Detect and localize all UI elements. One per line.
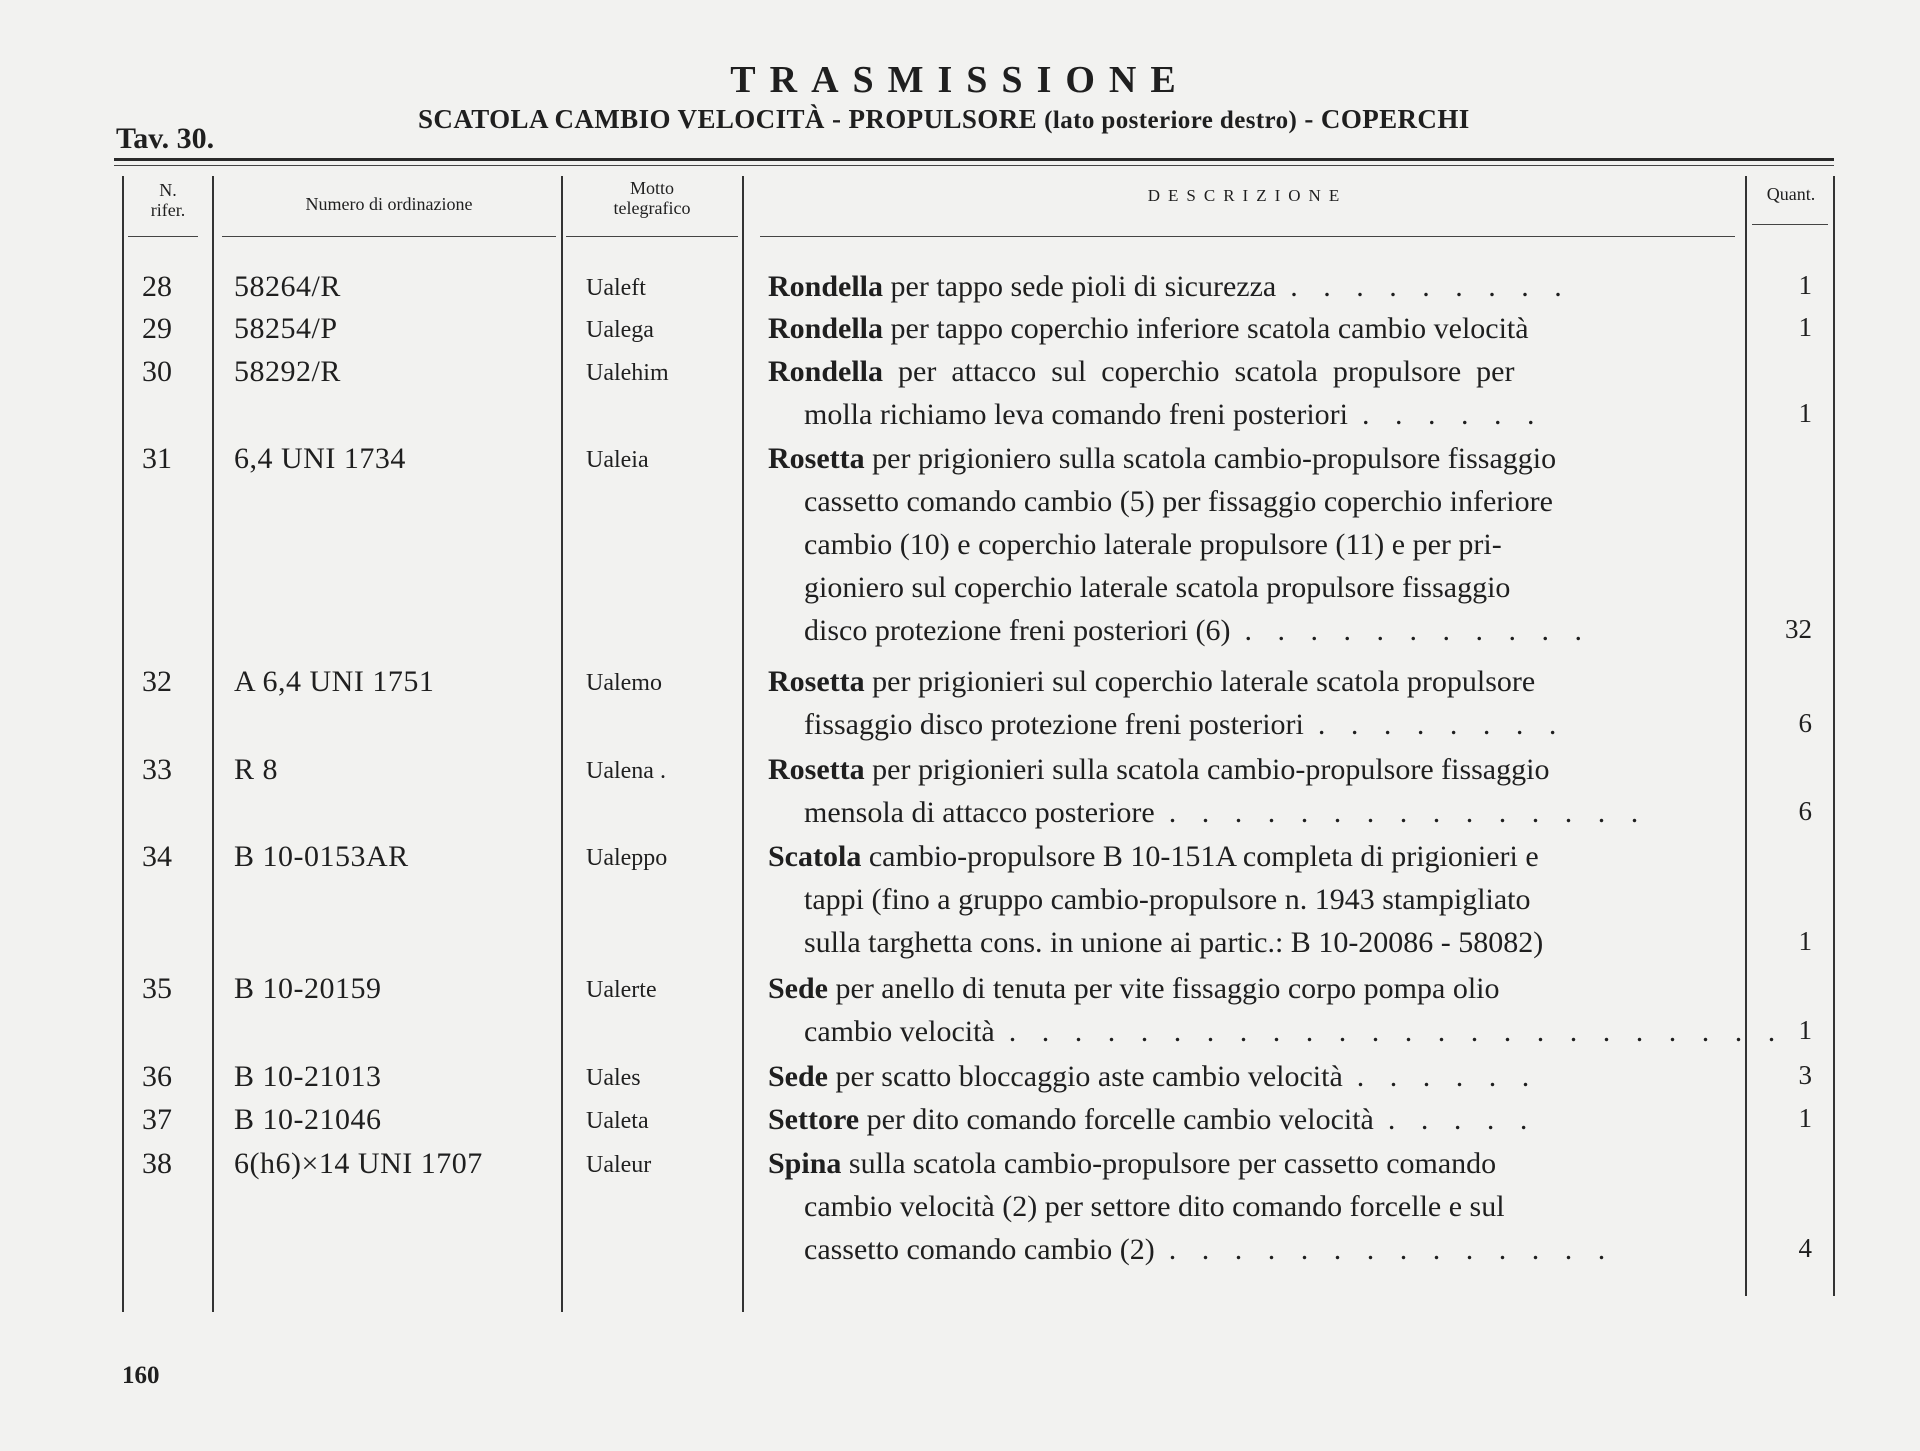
quantity: 1 [1798, 398, 1812, 428]
column-header-motto [566, 178, 738, 218]
ref-number: 36 [142, 1060, 172, 1093]
telegraphic-code: Ualemo [586, 670, 662, 696]
quantity: 32 [1785, 614, 1812, 644]
ref-number: 33 [142, 753, 172, 786]
description-line [768, 1060, 1538, 1094]
column-header-description: DESCRIZIONE [1147, 186, 1348, 205]
description-text: per tappo coperchio inferiore scatola cambio velocità [883, 312, 1529, 345]
telegraphic-code: Ualena . [586, 758, 666, 784]
column-divider [1833, 176, 1835, 1296]
quantity: 1 [1798, 1015, 1812, 1045]
description-line [768, 972, 1499, 1006]
part-name: Settore [768, 1103, 860, 1136]
part-name: Rosetta [768, 665, 865, 698]
telegraphic-code: Uales [586, 1065, 641, 1091]
telegraphic-code: Ualehim [586, 360, 669, 386]
description-text: cambio velocità [804, 1015, 995, 1048]
order-number: B 10-21046 [234, 1103, 382, 1136]
motto-header-line1: Motto [629, 178, 674, 198]
description-line [804, 1015, 1784, 1049]
description-text: molla richiamo leva comando freni posteriori [804, 398, 1348, 431]
ref-number: 37 [142, 1103, 172, 1136]
ref-header-line2: rifer. [150, 200, 186, 220]
order-number: B 10-0153AR [234, 840, 409, 873]
description-text: cassetto comando cambio (2) [804, 1233, 1155, 1266]
leader-dots: . . . . . [1387, 1103, 1537, 1136]
leader-dots: . . . . . . [1356, 1060, 1539, 1093]
description-line [768, 753, 1549, 787]
description-line [768, 355, 1514, 389]
ref-number: 34 [142, 840, 172, 873]
quantity: 4 [1798, 1233, 1812, 1263]
ref-number: 28 [142, 270, 172, 303]
description-line [768, 665, 1535, 699]
description-line [768, 442, 1556, 476]
part-name: Spina [768, 1147, 842, 1180]
ref-number: 38 [142, 1147, 172, 1180]
telegraphic-code: Ualeft [586, 275, 646, 301]
order-number: A 6,4 UNI 1751 [234, 665, 435, 698]
description-text: per dito comando forcelle cambio velocità [859, 1103, 1374, 1136]
table-label: Tav. 30. [116, 122, 215, 155]
page-number: 160 [122, 1362, 160, 1389]
leader-dots: . . . . . . . . . . . [1244, 614, 1592, 647]
ref-header-line1: N. [159, 180, 177, 200]
description-line [804, 614, 1591, 648]
order-number: B 10-21013 [234, 1060, 382, 1093]
order-number: B 10-20159 [234, 972, 382, 1005]
part-name: Sede [768, 1060, 828, 1093]
description-line [804, 528, 1502, 562]
description-line [768, 1147, 1496, 1181]
description-text: tappi (fino a gruppo cambio-propulsore n. 1943 stampigliato [804, 883, 1531, 916]
description-text: disco protezione freni posteriori (6) [804, 614, 1231, 647]
description-line [768, 312, 1529, 346]
telegraphic-code: Ualeia [586, 447, 649, 473]
leader-dots: . . . . . . . . . [1290, 270, 1571, 303]
description-line [768, 840, 1539, 874]
part-name: Rosetta [768, 753, 865, 786]
description-text: per prigioniero sulla scatola cambio-propulsore fissaggio [864, 442, 1557, 475]
description-line [804, 708, 1565, 742]
motto-header-line2: telegrafico [613, 198, 691, 218]
column-header-order: Numero di ordinazione [305, 194, 473, 214]
part-name: Rosetta [768, 442, 865, 475]
ref-number: 29 [142, 312, 172, 345]
description-text: fissaggio disco protezione freni posteriori [804, 708, 1304, 741]
description-line [804, 571, 1510, 605]
part-name: Rondella [768, 312, 884, 345]
header-underline [1752, 224, 1828, 225]
order-number: 58254/P [234, 312, 338, 345]
quantity: 1 [1798, 270, 1812, 300]
leader-dots: . . . . . . . . . . . . . . . . . . . . . . . . [1008, 1015, 1785, 1048]
leader-dots: . . . . . . . . . . . . . . . [1168, 796, 1648, 829]
telegraphic-code: Ualeur [586, 1152, 652, 1178]
description-line [804, 398, 1543, 432]
quantity: 3 [1798, 1060, 1812, 1090]
ref-number: 31 [142, 442, 172, 475]
column-divider [212, 176, 214, 1312]
order-number: R 8 [234, 753, 279, 786]
order-number: 6(h6)×14 UNI 1707 [234, 1147, 483, 1180]
description-text: cambio-propulsore B 10-151A completa di prigionieri e [861, 840, 1539, 873]
header-underline [760, 236, 1735, 237]
order-number: 6,4 UNI 1734 [234, 442, 406, 475]
description-text: sulla targhetta cons. in unione ai partic.: B 10-20086 - 58082) [804, 926, 1544, 959]
description-line [768, 270, 1571, 304]
column-divider [561, 176, 563, 1312]
description-text: per prigionieri sul coperchio laterale scatola propulsore [864, 665, 1536, 698]
description-line [804, 1190, 1505, 1224]
quantity: 1 [1798, 1103, 1812, 1133]
subtitle-main: SCATOLA CAMBIO VELOCITÀ - PROPULSORE [418, 104, 1037, 134]
description-text: cambio velocità (2) per settore dito comando forcelle e sul [804, 1190, 1505, 1223]
subtitle-paren: (lato posteriore destro) [1044, 107, 1298, 134]
quantity: 1 [1798, 312, 1812, 342]
telegraphic-code: Ualega [586, 317, 654, 343]
description-text: per tappo sede pioli di sicurezza [883, 270, 1277, 303]
part-name: Sede [768, 972, 828, 1005]
quantity: 1 [1798, 926, 1812, 956]
column-divider [1745, 176, 1747, 1296]
header-rule [114, 158, 1834, 161]
description-text: per anello di tenuta per vite fissaggio corpo pompa olio [828, 972, 1500, 1005]
header-underline [222, 236, 556, 237]
header-underline [128, 236, 198, 237]
ref-number: 35 [142, 972, 172, 1005]
quantity: 6 [1798, 796, 1812, 826]
description-line [804, 796, 1647, 830]
description-line [804, 485, 1553, 519]
telegraphic-code: Ualerte [586, 977, 657, 1003]
description-text: cambio (10) e coperchio laterale propulsore (11) e per pri- [804, 528, 1502, 561]
leader-dots: . . . . . . . . . . . . . . [1168, 1233, 1615, 1266]
subtitle [418, 104, 1470, 135]
order-number: 58264/R [234, 270, 341, 303]
ref-number: 30 [142, 355, 172, 388]
leader-dots: . . . . . . . . [1317, 708, 1566, 741]
description-line [804, 1233, 1614, 1267]
telegraphic-code: Ualeppo [586, 845, 668, 871]
description-line [768, 1103, 1536, 1137]
subtitle-tail: - COPERCHI [1304, 104, 1470, 134]
description-text: sulla scatola cambio-propulsore per cassetto comando [841, 1147, 1497, 1180]
order-number: 58292/R [234, 355, 341, 388]
column-header-quantity: Quant. [1766, 184, 1816, 204]
description-text: per attacco sul coperchio scatola propulsore per [883, 355, 1515, 388]
part-name: Rondella [768, 270, 884, 303]
description-text: per scatto bloccaggio aste cambio velocità [828, 1060, 1343, 1093]
quantity: 6 [1798, 708, 1812, 738]
header-underline [566, 236, 738, 237]
ref-number: 32 [142, 665, 172, 698]
description-text: gioniero sul coperchio laterale scatola propulsore fissaggio [804, 571, 1511, 604]
header-rule-thin [114, 165, 1834, 166]
description-line [804, 883, 1531, 917]
description-line [804, 926, 1543, 960]
telegraphic-code: Ualeta [586, 1108, 649, 1134]
section-title: TRASMISSIONE [730, 59, 1190, 101]
column-divider [742, 176, 744, 1312]
leader-dots: . . . . . . [1361, 398, 1544, 431]
column-divider [122, 176, 124, 1312]
column-header-ref [128, 180, 208, 220]
part-name: Scatola [768, 840, 862, 873]
description-text: mensola di attacco posteriore [804, 796, 1155, 829]
part-name: Rondella [768, 355, 884, 388]
description-text: per prigionieri sulla scatola cambio-propulsore fissaggio [864, 753, 1550, 786]
description-text: cassetto comando cambio (5) per fissaggio coperchio inferiore [804, 485, 1553, 518]
